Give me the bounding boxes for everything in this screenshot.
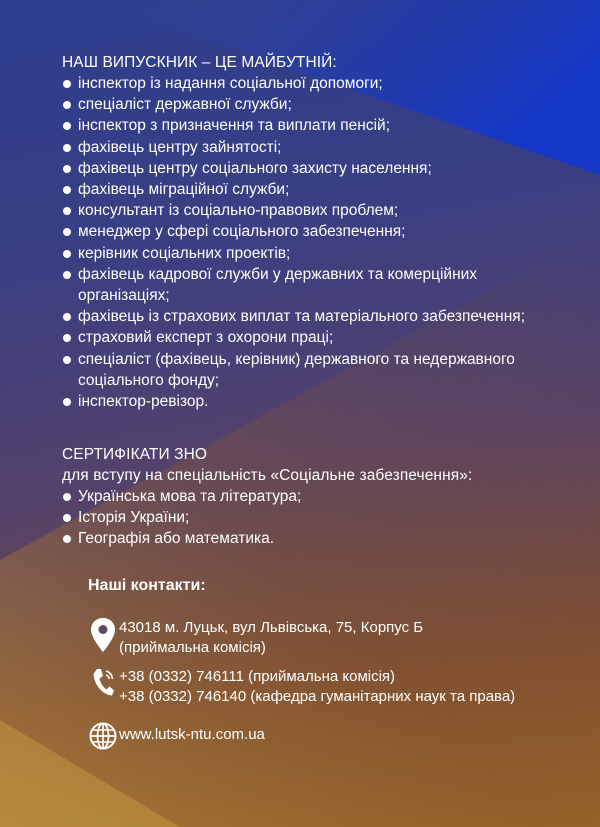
- list-item: Українська мова та література;: [62, 486, 582, 507]
- list-item: Географія або математика.: [62, 528, 582, 549]
- list-item: страховий експерт з охорони праці;: [62, 327, 582, 348]
- zno-list: [62, 486, 582, 550]
- zno-subheading: для вступу на спеціальність «Соціальне забезпечення»:: [62, 467, 473, 484]
- phone-row: [88, 667, 516, 705]
- list-item: інспектор з призначення та виплати пенсій;: [62, 115, 582, 136]
- address-row: [88, 618, 424, 656]
- phone-line-1[interactable]: +38 (0332) 746111 (приймальна комісія): [119, 668, 396, 685]
- list-item: спеціаліст державної служби;: [62, 94, 582, 115]
- list-item: менеджер у сфері соціального забезпечення;: [62, 221, 582, 242]
- list-item: керівник соціальних проектів;: [62, 243, 582, 264]
- graduates-heading: НАШ ВИПУСКНИК – ЦЕ МАЙБУТНІЙ:: [62, 54, 337, 71]
- website-link[interactable]: www.lutsk-ntu.com.ua: [119, 726, 265, 743]
- list-item: фахівець центру зайнятості;: [62, 137, 582, 158]
- location-pin-icon: [88, 618, 118, 652]
- contacts-section: [88, 576, 568, 743]
- graduates-list: [62, 73, 582, 412]
- phone-line-2[interactable]: +38 (0332) 746140 (кафедра гуманітарних наук та права): [119, 688, 516, 705]
- list-item: фахівець кадрової служби у державних та комерційних організаціях;: [62, 264, 517, 306]
- globe-icon: [88, 722, 118, 750]
- list-item: фахівець міграційної служби;: [62, 179, 582, 200]
- graduates-section: [62, 52, 582, 412]
- list-item: фахівець центру соціального захисту населення;: [62, 158, 582, 179]
- zno-section: [62, 444, 582, 550]
- list-item: Історія України;: [62, 507, 582, 528]
- address-line-1: 43018 м. Луцьк, вул Львівська, 75, Корпус Б: [119, 619, 424, 636]
- contacts-title: Наші контакти:: [88, 577, 206, 594]
- website-row: [88, 722, 265, 750]
- list-item: інспектор із надання соціальної допомоги;: [62, 73, 582, 94]
- list-item: консультант із соціально-правових проблем;: [62, 200, 582, 221]
- phone-icon: [88, 667, 118, 699]
- address-line-2: (приймальна комісія): [119, 639, 266, 656]
- list-item: спеціаліст (фахівець, керівник) державного та недержавного соціального фонду;: [62, 349, 554, 391]
- zno-heading: СЕРТИФІКАТИ ЗНО: [62, 446, 208, 463]
- list-item: фахівець із страхових виплат та матеріального забезпечення;: [62, 306, 582, 327]
- list-item: інспектор-ревізор.: [62, 391, 582, 412]
